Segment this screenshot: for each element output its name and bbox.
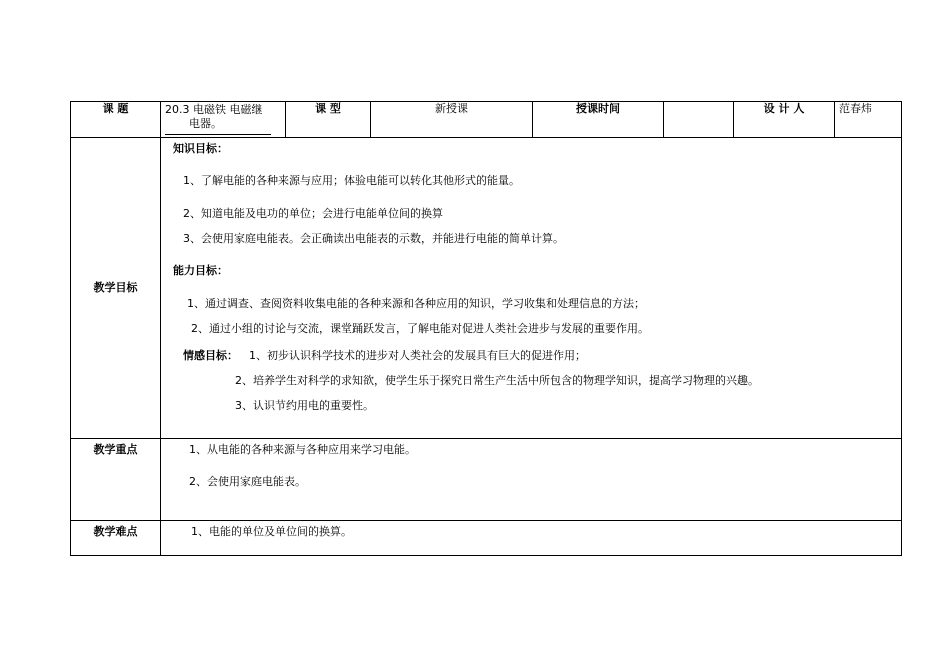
emotion-item: 1、初步认识科学技术的进步对人类社会的发展具有巨大的促进作用； (249, 349, 586, 362)
topic-label: 课 题 (71, 102, 161, 138)
difficulties-row (71, 521, 902, 556)
header-row (71, 102, 902, 138)
designer-value: 范春炜 (835, 102, 902, 138)
difficulties-label: 教学难点 (71, 521, 161, 556)
time-value (664, 102, 734, 138)
knowledge-title: 知识目标： (173, 142, 228, 155)
knowledge-item: 2、知道电能及电功的单位；会进行电能单位间的换算 (183, 207, 443, 220)
difficulties-body (161, 521, 902, 556)
ability-item: 2、通过小组的讨论与交流，课堂踊跃发言，了解电能对促进人类社会进步与发展的重要作用。 (191, 322, 649, 335)
time-label: 授课时间 (533, 102, 664, 138)
emotion-item: 2、培养学生对科学的求知欲，使学生乐于探究日常生产生活中所包含的物理学知识，提高学习物理的兴趣。 (235, 374, 759, 387)
key-point-item: 1、从电能的各种来源与各种应用来学习电能。 (189, 443, 416, 456)
key-point-item: 2、会使用家庭电能表。 (189, 475, 306, 488)
topic-value-line1: 20.3 电磁铁 电磁继 (165, 103, 263, 116)
objectives-row (71, 138, 902, 439)
knowledge-item: 3、会使用家庭电能表。会正确读出电能表的示数，并能进行电能的简单计算。 (183, 232, 564, 245)
type-value: 新授课 (371, 102, 533, 138)
lesson-plan-table (70, 101, 902, 556)
ability-item: 1、通过调查、查阅资料收集电能的各种来源和各种应用的知识，学习收集和处理信息的方法； (187, 297, 645, 310)
topic-underline (165, 134, 271, 135)
topic-value-line2: 电器。 (189, 117, 222, 130)
key-points-label: 教学重点 (71, 439, 161, 521)
difficulty-item: 1、电能的单位及单位间的换算。 (191, 525, 352, 538)
objectives-body (161, 138, 902, 439)
key-points-row (71, 439, 902, 521)
emotion-item: 3、认识节约用电的重要性。 (235, 399, 374, 412)
knowledge-item: 1、了解电能的各种来源与应用；体验电能可以转化其他形式的能量。 (183, 174, 520, 187)
objectives-label: 教学目标 (71, 138, 161, 439)
ability-title: 能力目标： (173, 264, 228, 277)
topic-value (161, 102, 286, 138)
designer-label: 设 计 人 (734, 102, 835, 138)
type-label: 课 型 (286, 102, 371, 138)
key-points-body (161, 439, 902, 521)
emotion-title: 情感目标： (183, 349, 238, 362)
